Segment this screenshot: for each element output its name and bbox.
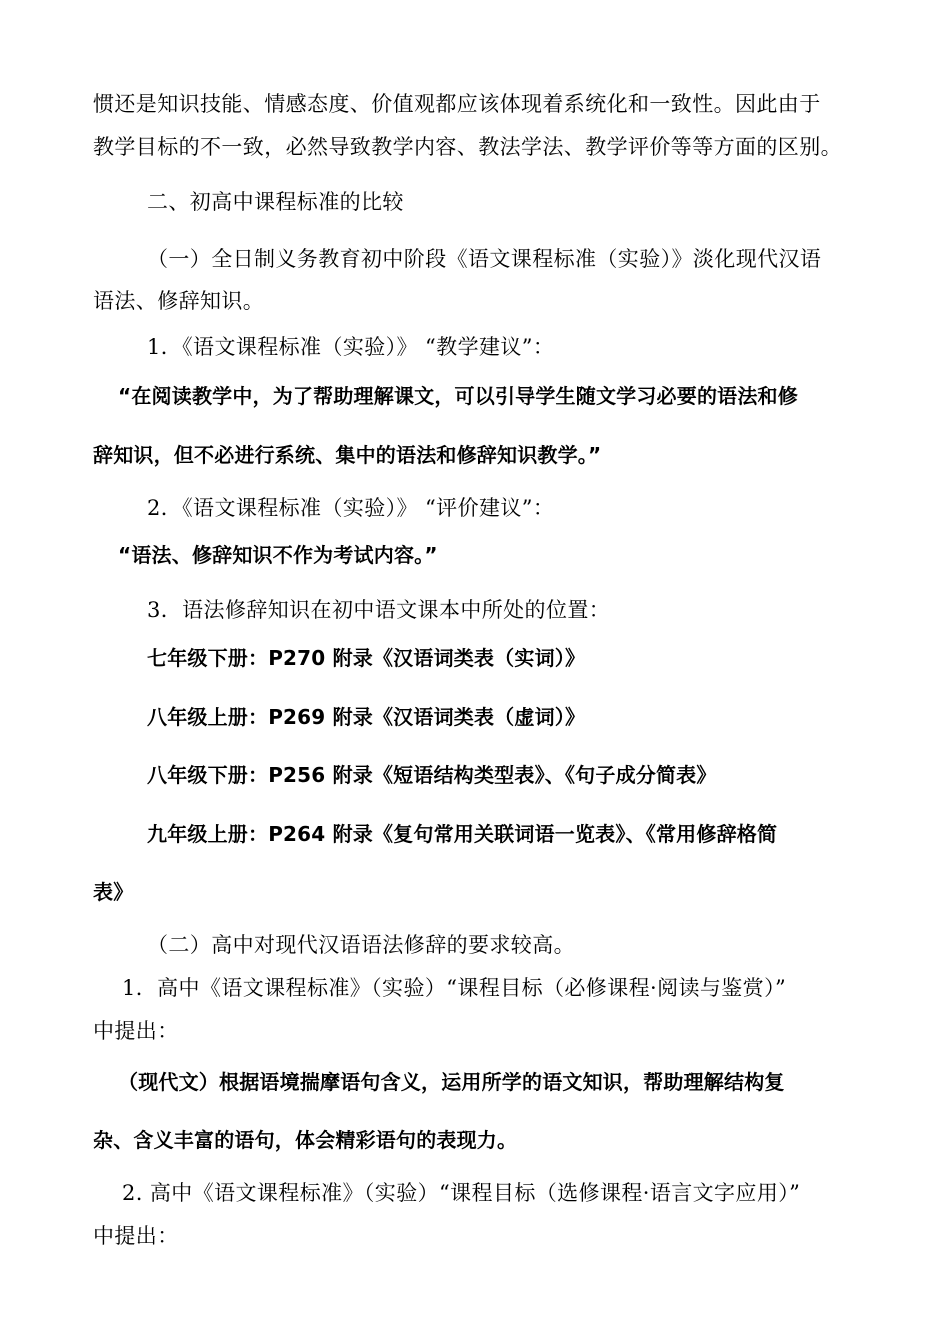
quote-line: （现代文）根据语境揣摩语句含义，运用所学的语文知识，帮助理解结构复 — [118, 1070, 785, 1094]
textbook-entry: 九年级上册：P264 附录《复句常用关联词语一览表》、《常用修辞格简 — [147, 822, 778, 846]
quote-line: 杂、含义丰富的语句，体会精彩语句的表现力。 — [93, 1128, 518, 1152]
list-item-heading-continued: 中提出： — [93, 1224, 179, 1248]
list-item-heading: 2．《语文课程标准（实验）》 “评价建议”： — [147, 496, 555, 520]
quote-line: 辞知识，但不必进行系统、集中的语法和修辞知识教学。” — [93, 443, 602, 467]
list-item-heading: 2. 高中《语文课程标准》（实验）“课程目标（选修课程·语言文字应用）” — [122, 1181, 801, 1205]
list-item-heading: 1．高中《语文课程标准》（实验）“课程目标（必修课程·阅读与鉴赏）” — [122, 976, 787, 1000]
paragraph-line: 教学目标的不一致，必然导致教学内容、教法学法、教学评价等等方面的区别。 — [93, 135, 842, 159]
textbook-entry: 七年级下册：P270 附录《汉语词类表（实词）》 — [147, 646, 586, 670]
quote-line: “在阅读教学中，为了帮助理解课文，可以引导学生随文学习必要的语法和修 — [118, 384, 798, 408]
subsection-heading: （二）高中对现代汉语语法修辞的要求较高。 — [147, 933, 575, 957]
list-item-heading-continued: 中提出： — [93, 1019, 179, 1043]
textbook-entry-continued: 表》 — [93, 880, 134, 904]
textbook-entry: 八年级上册：P269 附录《汉语词类表（虚词）》 — [147, 705, 586, 729]
subsection-heading: （一）全日制义务教育初中阶段《语文课程标准（实验）》淡化现代汉语 — [147, 247, 822, 271]
quote-line: “语法、修辞知识不作为考试内容。” — [118, 543, 438, 567]
paragraph-line: 惯还是知识技能、情感态度、价值观都应该体现着系统化和一致性。因此由于 — [93, 92, 821, 116]
subsection-heading-continued: 语法、修辞知识。 — [93, 289, 265, 313]
list-item-heading: 1．《语文课程标准（实验）》 “教学建议”： — [147, 335, 555, 359]
textbook-entry: 八年级下册：P256 附录《短语结构类型表》、《句子成分简表》 — [147, 763, 717, 787]
section-heading: 二、初高中课程标准的比较 — [147, 190, 404, 214]
list-item-heading: 3．语法修辞知识在初中语文课本中所处的位置： — [147, 598, 611, 622]
